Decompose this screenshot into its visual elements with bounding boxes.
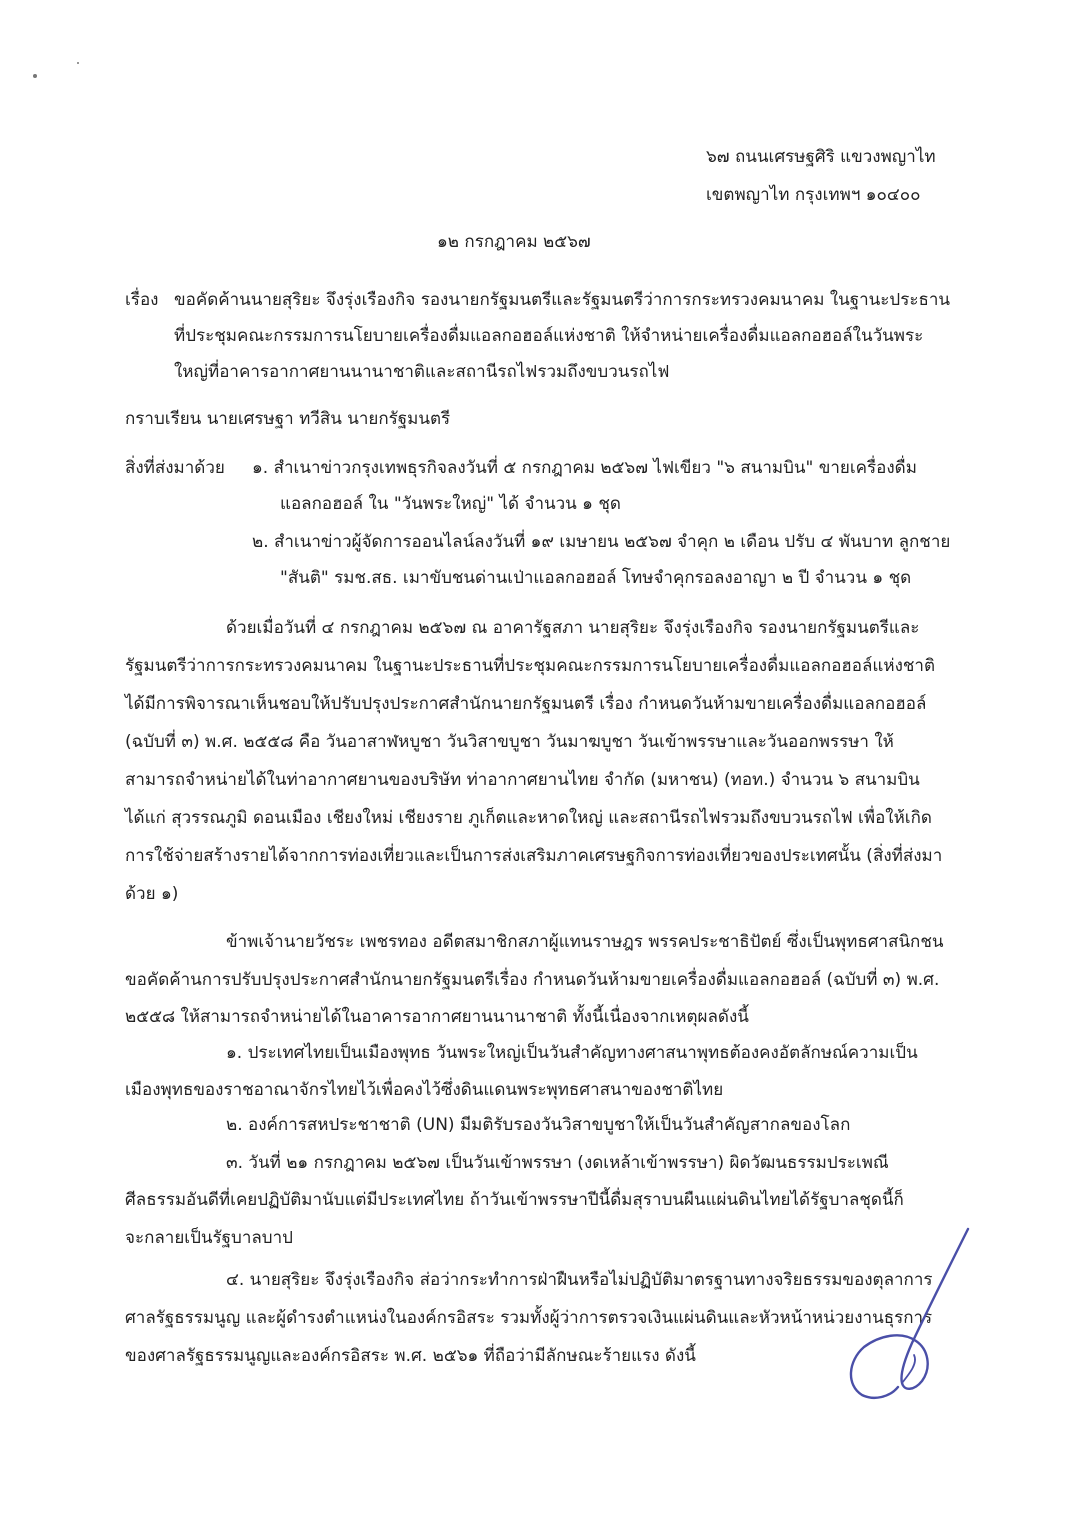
subject-label: เรื่อง [125, 290, 159, 310]
enclosure-1-line-1: ๑. สำเนาข่าวกรุงเทพธุรกิจลงวันที่ ๕ กรกฎาคม ๒๕๖๗ ไฟเขียว "๖ สนามบิน" ขายเครื่องดื่ม [252, 458, 917, 478]
paragraph-1-line: การใช้จ่ายสร้างรายได้จากการท่องเที่ยวและเป็นการส่งเสริมภาคเศรษฐกิจการท่องเที่ยวของประเทศนั้น (สิ่งที่ส่งมา [125, 846, 943, 866]
scan-speck [77, 62, 79, 64]
enclosure-2-line-1: ๒. สำเนาข่าวผู้จัดการออนไลน์ลงวันที่ ๑๙ เมษายน ๒๕๖๗ จำคุก ๒ เดือน ปรับ ๔ พันบาท ลูกชาย [252, 532, 951, 552]
subject-line-2: ที่ประชุมคณะกรรมการนโยบายเครื่องดื่มแอลกอฮอล์แห่งชาติ ให้จำหน่ายเครื่องดื่มแอลกอฮอล์ในวันพระ [174, 326, 924, 346]
paragraph-1-line: ได้แก่ สุวรรณภูมิ ดอนเมือง เชียงใหม่ เชียงราย ภูเก็ตและหาดใหญ่ และสถานีรถไฟรวมถึงขบวนรถไฟ เพื่อให้เกิด [125, 808, 932, 828]
paragraph-1-line: สามารถจำหน่ายได้ในท่าอากาศยานของบริษัท ท่าอากาศยานไทย จำกัด (มหาชน) (ทอท.) จำนวน ๖ สนามบิน [125, 770, 920, 790]
reason-line: จะกลายเป็นรัฐบาลบาป [125, 1228, 293, 1248]
reason-line: ๔. นายสุริยะ จึงรุ่งเรืองกิจ ส่อว่ากระทำการฝ่าฝืนหรือไม่ปฏิบัติมาตรฐานทางจริยธรรมของตุลาการ [226, 1270, 933, 1290]
subject-line-3: ใหญ่ที่อาคารอากาศยานนานาชาติและสถานีรถไฟรวมถึงขบวนรถไฟ [174, 362, 670, 382]
scan-speck [33, 74, 37, 78]
paragraph-2-line: ๒๕๕๘ ให้สามารถจำหน่ายได้ในอาคารอากาศยานนานาชาติ ทั้งนี้เนื่องจากเหตุผลดังนี้ [125, 1007, 749, 1027]
letter-date: ๑๒ กรกฎาคม ๒๕๖๗ [437, 232, 591, 252]
paragraph-2-line: ขอคัดค้านการปรับปรุงประกาศสำนักนายกรัฐมนตรีเรื่อง กำหนดวันห้ามขายเครื่องดื่มแอลกอฮอล์ (ฉบับที่ ๓) พ.ศ. [125, 970, 940, 990]
paragraph-1-line: ด้วยเมื่อวันที่ ๔ กรกฎาคม ๒๕๖๗ ณ อาคารัฐสภา นายสุริยะ จึงรุ่งเรืองกิจ รองนายกรัฐมนตรีและ [226, 618, 920, 638]
reason-line: เมืองพุทธของราชอาณาจักรไทยไว้เพื่อคงไว้ซึ่งดินแดนพระพุทธศาสนาของชาติไทย [125, 1080, 724, 1100]
paragraph-1-line: ด้วย ๑) [125, 884, 179, 904]
enclosure-2-line-2: "สันติ" รมช.สธ. เมาขับชนด่านเป่าแอลกอฮอล์ โทษจำคุกรอลงอาญา ๒ ปี จำนวน ๑ ชุด [280, 568, 912, 588]
handwritten-signature [840, 1225, 980, 1405]
address-line-2: เขตพญาไท กรุงเทพฯ ๑๐๔๐๐ [706, 185, 921, 205]
paragraph-2-line: ข้าพเจ้านายวัชระ เพชรทอง อดีตสมาชิกสภาผู้แทนราษฎร พรรคประชาธิปัตย์ ซึ่งเป็นพุทธศาสนิกชน [226, 932, 944, 952]
paragraph-1-line: รัฐมนตรีว่าการกระทรวงคมนาคม ในฐานะประธานที่ประชุมคณะกรรมการนโยบายเครื่องดื่มแอลกอฮอล์แห่งชาติ [125, 656, 935, 676]
reason-line: ๑. ประเทศไทยเป็นเมืองพุทธ วันพระใหญ่เป็นวันสำคัญทางศาสนาพุทธต้องคงอัตลักษณ์ความเป็น [226, 1043, 918, 1063]
paragraph-1-line: ได้มีการพิจารณาเห็นชอบให้ปรับปรุงประกาศสำนักนายกรัฐมนตรี เรื่อง กำหนดวันห้ามขายเครื่องดื่มแอลกอฮอล์ [125, 694, 927, 714]
reason-line: ศาลรัฐธรรมนูญ และผู้ดำรงตำแหน่งในองค์กรอิสระ รวมทั้งผู้ว่าการตรวจเงินแผ่นดินและหัวหน้าหน่วยงานธุรการ [125, 1308, 933, 1328]
reason-line: ๒. องค์การสหประชาชาติ (UN) มีมติรับรองวันวิสาขบูชาให้เป็นวันสำคัญสากลของโลก [226, 1115, 851, 1135]
reason-line: ของศาลรัฐธรรมนูญและองค์กรอิสระ พ.ศ. ๒๕๖๑ ที่ถือว่ามีลักษณะร้ายแรง ดังนี้ [125, 1346, 696, 1366]
enclosure-1-line-2: แอลกอฮอล์ ใน "วันพระใหญ่" ได้ จำนวน ๑ ชุด [280, 494, 621, 514]
subject-line-1: ขอคัดค้านนายสุริยะ จึงรุ่งเรืองกิจ รองนายกรัฐมนตรีและรัฐมนตรีว่าการกระทรวงคมนาคม ในฐานะประธาน [174, 290, 951, 310]
reason-line: ศีลธรรมอันดีที่เคยปฏิบัติมานับแต่มีประเทศไทย ถ้าวันเข้าพรรษาปีนี้ดื่มสุราบนผืนแผ่นดินไทยได้รัฐบาลชุดนี้ก็ [125, 1190, 904, 1210]
paragraph-1-line: (ฉบับที่ ๓) พ.ศ. ๒๕๕๘ คือ วันอาสาฬหบูชา วันวิสาขบูชา วันมาฆบูชา วันเข้าพรรษาและวันออกพรรษา ให้ [125, 732, 894, 752]
address-line-1: ๖๗ ถนนเศรษฐศิริ แขวงพญาไท [706, 147, 936, 167]
reason-line: ๓. วันที่ ๒๑ กรกฎาคม ๒๕๖๗ เป็นวันเข้าพรรษา (งดเหล้าเข้าพรรษา) ผิดวัฒนธรรมประเพณี [226, 1153, 889, 1173]
enclosures-label: สิ่งที่ส่งมาด้วย [125, 458, 225, 478]
salutation: กราบเรียน นายเศรษฐา ทวีสิน นายกรัฐมนตรี [125, 409, 451, 429]
